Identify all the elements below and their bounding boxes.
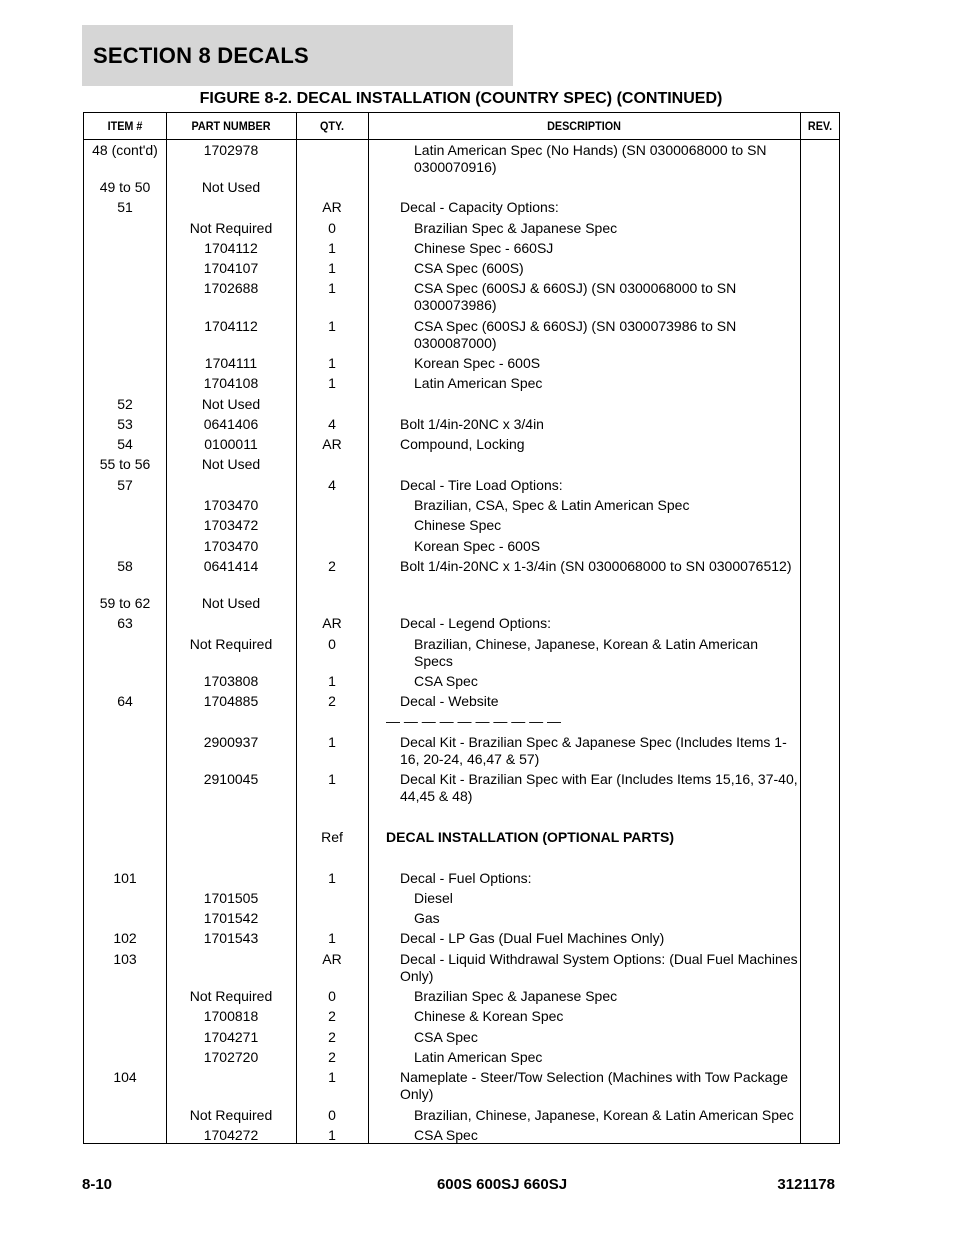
part-number: 1702720 bbox=[203, 1049, 259, 1065]
description: CSA Spec bbox=[414, 1127, 478, 1143]
figure-title: FIGURE 8-2. DECAL INSTALLATION (COUNTRY SPEC) (CONTINUED) bbox=[199, 90, 723, 107]
item-number: 103 bbox=[113, 951, 137, 967]
description: CSA Spec bbox=[414, 1029, 478, 1045]
description: Diesel bbox=[414, 890, 453, 906]
part-number: 1701505 bbox=[203, 890, 259, 906]
part-number: 1700818 bbox=[203, 1008, 259, 1024]
description: Brazilian Spec & Japanese Spec bbox=[414, 220, 618, 236]
item-number: 63 bbox=[117, 615, 133, 631]
description: CSA Spec (600SJ & 660SJ) (SN 0300068000 to SN 0300073986) bbox=[414, 280, 737, 313]
part-number: 2900937 bbox=[203, 734, 259, 750]
item-number: 59 to 62 bbox=[99, 595, 151, 611]
quantity: 1 bbox=[328, 355, 336, 371]
quantity: AR bbox=[322, 436, 342, 452]
part-number: 1704111 bbox=[204, 355, 258, 371]
description: Decal - Website bbox=[400, 693, 499, 709]
quantity: 0 bbox=[328, 988, 336, 1004]
description: Decal Kit - Brazilian Spec & Japanese Spec (Includes Items 1-16, 20-24, 46,47 & 57) bbox=[400, 734, 787, 767]
part-number: 1702978 bbox=[203, 142, 259, 158]
part-number: Not Used bbox=[201, 396, 261, 412]
description: — — — — — — — — — — bbox=[386, 713, 562, 729]
description: Brazilian Spec & Japanese Spec bbox=[414, 988, 618, 1004]
item-number: 54 bbox=[117, 436, 133, 452]
description: Korean Spec - 600S bbox=[414, 355, 541, 371]
part-number: 1703808 bbox=[203, 673, 259, 689]
part-number: 1704108 bbox=[203, 375, 259, 391]
quantity: 1 bbox=[328, 870, 336, 886]
quantity: AR bbox=[322, 199, 342, 215]
description: Korean Spec - 600S bbox=[414, 538, 541, 554]
part-number: 1704272 bbox=[203, 1127, 259, 1143]
column-divider bbox=[800, 113, 801, 1143]
description: Brazilian, CSA, Spec & Latin American Spec bbox=[414, 497, 690, 513]
quantity: 4 bbox=[328, 416, 336, 432]
item-number: 55 to 56 bbox=[99, 456, 151, 472]
description: Bolt 1/4in-20NC x 3/4in bbox=[400, 416, 544, 432]
quantity: 1 bbox=[328, 673, 336, 689]
part-number: 0641406 bbox=[203, 416, 259, 432]
description: Gas bbox=[414, 910, 440, 926]
quantity: 1 bbox=[328, 930, 336, 946]
item-number: 48 (cont'd) bbox=[92, 142, 158, 158]
quantity: 1 bbox=[328, 1069, 336, 1085]
item-number: 52 bbox=[117, 396, 133, 412]
column-divider bbox=[368, 113, 369, 1143]
section-banner bbox=[82, 25, 513, 86]
quantity: AR bbox=[322, 951, 342, 967]
part-number: 1704112 bbox=[204, 240, 258, 256]
part-number: 1704112 bbox=[204, 318, 258, 334]
parts-table bbox=[83, 112, 840, 1144]
description: Brazilian, Chinese, Japanese, Korean & Latin American Spec bbox=[414, 1107, 794, 1123]
item-number: 53 bbox=[117, 416, 133, 432]
description: Decal - Liquid Withdrawal System Options: (Dual Fuel Machines Only) bbox=[400, 951, 798, 984]
part-number: 1704271 bbox=[203, 1029, 259, 1045]
part-number: 2910045 bbox=[203, 771, 259, 787]
part-number: Not Required bbox=[189, 636, 273, 652]
description: Decal - Capacity Options: bbox=[400, 199, 559, 215]
description: CSA Spec (600SJ & 660SJ) (SN 0300073986 to SN 0300087000) bbox=[414, 318, 737, 351]
description: Chinese Spec bbox=[414, 517, 502, 533]
item-number: 64 bbox=[117, 693, 133, 709]
description: Decal - Fuel Options: bbox=[400, 870, 532, 886]
quantity: 1 bbox=[328, 771, 336, 787]
description: Decal Kit - Brazilian Spec with Ear (Includes Items 15,16, 37-40, 44,45 & 48) bbox=[400, 771, 798, 804]
quantity: 2 bbox=[328, 1008, 336, 1024]
description: Latin American Spec (No Hands) (SN 0300068000 to SN 0300070916) bbox=[414, 142, 767, 175]
description: CSA Spec (600S) bbox=[414, 260, 524, 276]
part-number: Not Required bbox=[189, 988, 273, 1004]
part-number: Not Required bbox=[189, 220, 273, 236]
part-number: 1701543 bbox=[203, 930, 259, 946]
item-number: 51 bbox=[117, 199, 133, 215]
document-number: 3121178 bbox=[777, 1176, 835, 1193]
description: Latin American Spec bbox=[414, 1049, 543, 1065]
item-number: 101 bbox=[113, 870, 137, 886]
part-number: 1702688 bbox=[203, 280, 259, 296]
part-number: Not Required bbox=[189, 1107, 273, 1123]
header-item: ITEM # bbox=[107, 119, 143, 133]
quantity: 2 bbox=[328, 1029, 336, 1045]
part-number: 1701542 bbox=[203, 910, 259, 926]
description: Decal - Tire Load Options: bbox=[400, 477, 563, 493]
description: Latin American Spec bbox=[414, 375, 543, 391]
description: Bolt 1/4in-20NC x 1-3/4in (SN 0300068000 to SN 0300076512) bbox=[400, 558, 792, 574]
header-part-number: PART NUMBER bbox=[191, 119, 271, 133]
quantity: 1 bbox=[328, 280, 336, 296]
description: Decal - LP Gas (Dual Fuel Machines Only) bbox=[400, 930, 665, 946]
description: Nameplate - Steer/Tow Selection (Machines with Tow Package Only) bbox=[400, 1069, 789, 1102]
quantity: 0 bbox=[328, 220, 336, 236]
item-number: 49 to 50 bbox=[99, 179, 151, 195]
quantity: 0 bbox=[328, 636, 336, 652]
item-number: 104 bbox=[113, 1069, 137, 1085]
quantity: AR bbox=[322, 615, 342, 631]
quantity: 0 bbox=[328, 1107, 336, 1123]
header-divider bbox=[84, 139, 839, 140]
item-number: 57 bbox=[117, 477, 133, 493]
description: Compound, Locking bbox=[400, 436, 525, 452]
part-number: 1703470 bbox=[203, 497, 259, 513]
quantity: 1 bbox=[328, 260, 336, 276]
model-names: 600S 600SJ 660SJ bbox=[436, 1176, 568, 1193]
part-number: 1704107 bbox=[203, 260, 259, 276]
part-number: Not Used bbox=[201, 456, 261, 472]
part-number: Not Used bbox=[201, 179, 261, 195]
part-number: 1703472 bbox=[203, 517, 259, 533]
part-number: 0641414 bbox=[203, 558, 259, 574]
quantity: 2 bbox=[328, 693, 336, 709]
description: Brazilian, Chinese, Japanese, Korean & Latin American Specs bbox=[414, 636, 758, 669]
quantity: 1 bbox=[328, 375, 336, 391]
part-number: Not Used bbox=[201, 595, 261, 611]
description: CSA Spec bbox=[414, 673, 478, 689]
part-number: 0100011 bbox=[204, 436, 258, 452]
part-number: 1704885 bbox=[203, 693, 259, 709]
section-title: SECTION 8 DECALS bbox=[93, 42, 309, 68]
description: Chinese & Korean Spec bbox=[414, 1008, 564, 1024]
description: Decal - Legend Options: bbox=[400, 615, 551, 631]
header-description: DESCRIPTION bbox=[547, 119, 621, 133]
quantity: 1 bbox=[328, 1127, 336, 1143]
quantity: 1 bbox=[328, 734, 336, 750]
item-number: 58 bbox=[117, 558, 133, 574]
quantity: 1 bbox=[328, 318, 336, 334]
part-number: 1703470 bbox=[203, 538, 259, 554]
quantity: 2 bbox=[328, 1049, 336, 1065]
item-number: 102 bbox=[113, 930, 137, 946]
page-number: 8-10 bbox=[82, 1176, 113, 1193]
header-rev: REV. bbox=[807, 119, 833, 133]
header-qty: QTY. bbox=[319, 119, 344, 133]
quantity: 4 bbox=[328, 477, 336, 493]
quantity: 1 bbox=[328, 240, 336, 256]
description: Chinese Spec - 660SJ bbox=[414, 240, 554, 256]
quantity: Ref bbox=[321, 829, 343, 845]
description: DECAL INSTALLATION (OPTIONAL PARTS) bbox=[386, 829, 675, 845]
quantity: 2 bbox=[328, 558, 336, 574]
